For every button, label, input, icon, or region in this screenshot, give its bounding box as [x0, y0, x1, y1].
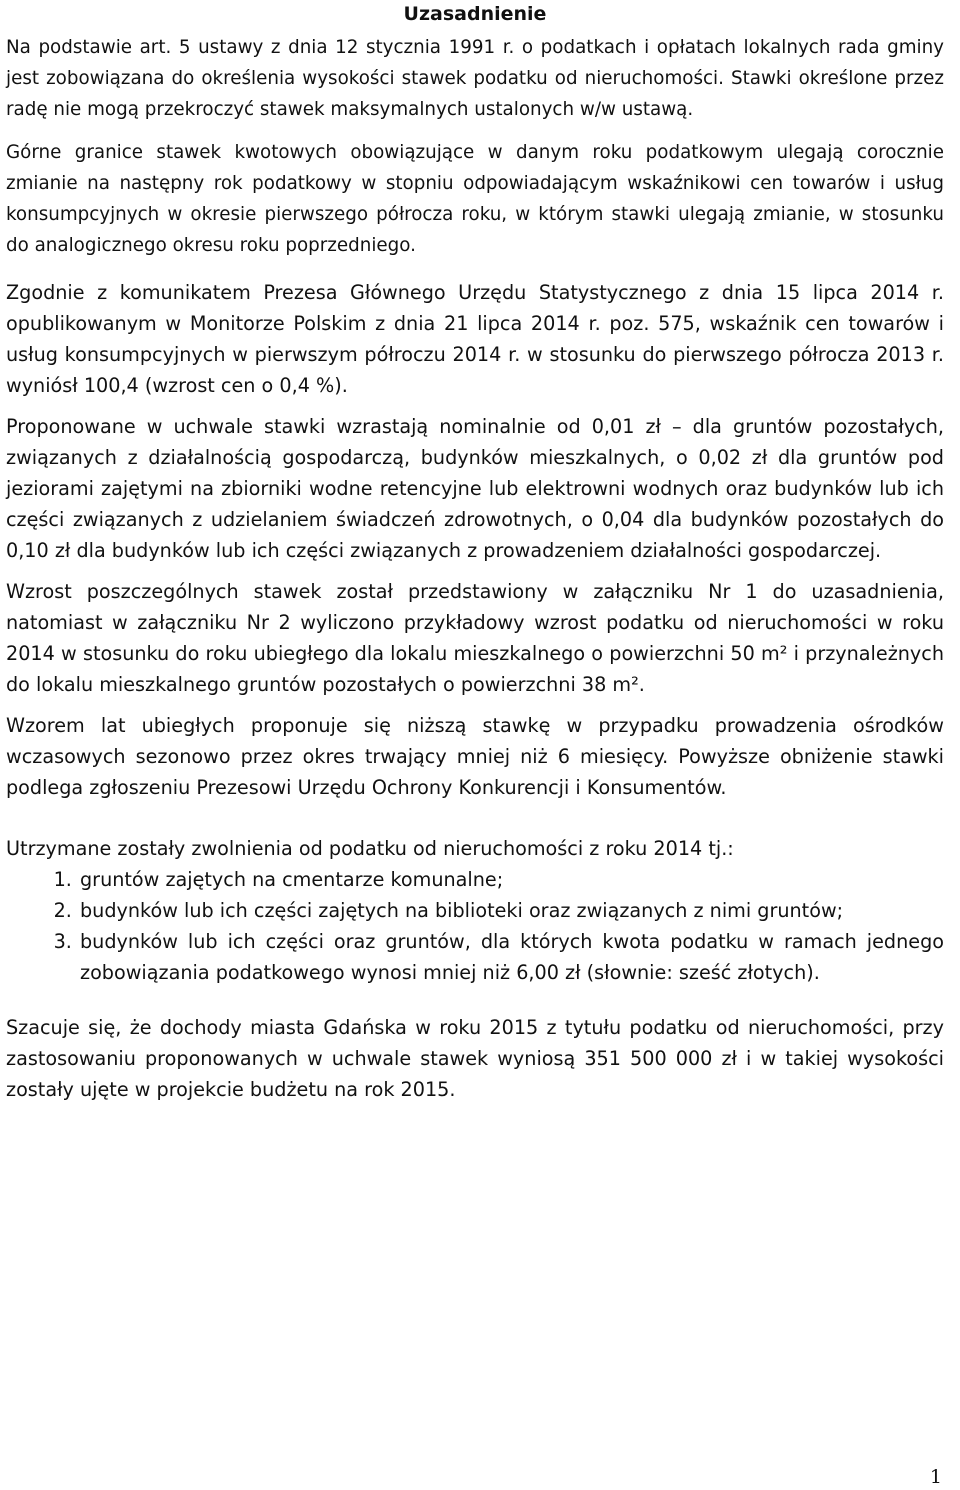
document-title: Uzasadnienie [403, 3, 547, 25]
exemptions-intro: Utrzymane zostały zwolnienia od podatku od nieruchomości z roku 2014 tj.: [6, 837, 734, 860]
exemption-item: 1. gruntów zajętych na cmentarze komunalne; [78, 864, 944, 895]
page-number: 1 [929, 1466, 942, 1488]
exemptions-list [6, 864, 944, 988]
paragraph-rate-limits: Górne granice stawek kwotowych obowiązujące w danym roku podatkowym ulegają corocznie zmianie na następny rok podatkowy w stopniu odpowiadającym wskaźnikowi cen towarów i usług konsumpcyjnych w okresie pierwszego półrocza roku, w którym stawki ulegają zmianie, w stosunku do analogicznego okresu roku poprzedniego. [6, 142, 944, 256]
document-page [6, 0, 944, 1105]
paragraph-seasonal-rate: Wzorem lat ubiegłych proponuje się niższą stawkę w przypadku prowadzenia ośrodków wczasowych sezonowo przez okres trwający mniej niż 6 miesięcy. Powyższe obniżenie stawki podlega zgłoszeniu Prezesowi Urzędu Ochrony Konkurencji i Konsumentów. [6, 714, 944, 799]
paragraph-attachments: Wzrost poszczególnych stawek został przedstawiony w załączniku Nr 1 do uzasadnienia, natomiast w załączniku Nr 2 wyliczono przykładowy wzrost podatku od nieruchomości w roku 2014 w stosunku do roku ubiegłego dla lokalu mieszkalnego o powierzchni 50 m² i przynależnych do lokalu mieszkalnego gruntów pozostałych o powierzchni 38 m². [6, 580, 944, 696]
paragraph-price-index: Zgodnie z komunikatem Prezesa Głównego Urzędu Statystycznego z dnia 15 lipca 2014 r. opublikowanym w Monitorze Polskim z dnia 21 lipca 2014 r. poz. 575, wskaźnik cen towarów i usług konsumpcyjnych w pierwszym półroczu 2014 r. w stosunku do pierwszego półrocza 2013 r. wyniósł 100,4 (wzrost cen o 0,4 %). [6, 281, 944, 397]
paragraph-revenue-estimate: Szacuje się, że dochody miasta Gdańska w roku 2015 z tytułu podatku od nieruchomości, przy zastosowaniu proponowanych w uchwale stawek wyniosą 351 500 000 zł i w takiej wysokości zostały ujęte w projekcie budżetu na rok 2015. [6, 1016, 944, 1101]
exemption-item: 2. budynków lub ich części zajętych na biblioteki oraz związanych z nimi gruntów; [78, 895, 944, 926]
paragraph-legal-basis: Na podstawie art. 5 ustawy z dnia 12 stycznia 1991 r. o podatkach i opłatach lokalnych rada gminy jest zobowiązana do określenia wysokości stawek podatku od nieruchomości. Stawki określone przez radę nie mogą przekroczyć stawek maksymalnych ustalonych w/w ustawą. [6, 37, 944, 120]
paragraph-proposed-rates: Proponowane w uchwale stawki wzrastają nominalnie od 0,01 zł – dla gruntów pozostałych, związanych z działalnością gospodarczą, budynków mieszkalnych, o 0,02 zł dla gruntów pod jeziorami zajętymi na zbiorniki wodne retencyjne lub elektrowni wodnych oraz budynków lub ich części związanych z udzielaniem świadczeń zdrowotnych, o 0,04 dla budynków pozostałych do 0,10 zł dla budynków lub ich części związanych z prowadzeniem działalności gospodarczej. [6, 415, 944, 562]
exemption-item: 3. budynków lub ich części oraz gruntów, dla których kwota podatku w ramach jednego zobowiązania podatkowego wynosi mniej niż 6,00 zł (słownie: sześć złotych). [78, 926, 944, 988]
